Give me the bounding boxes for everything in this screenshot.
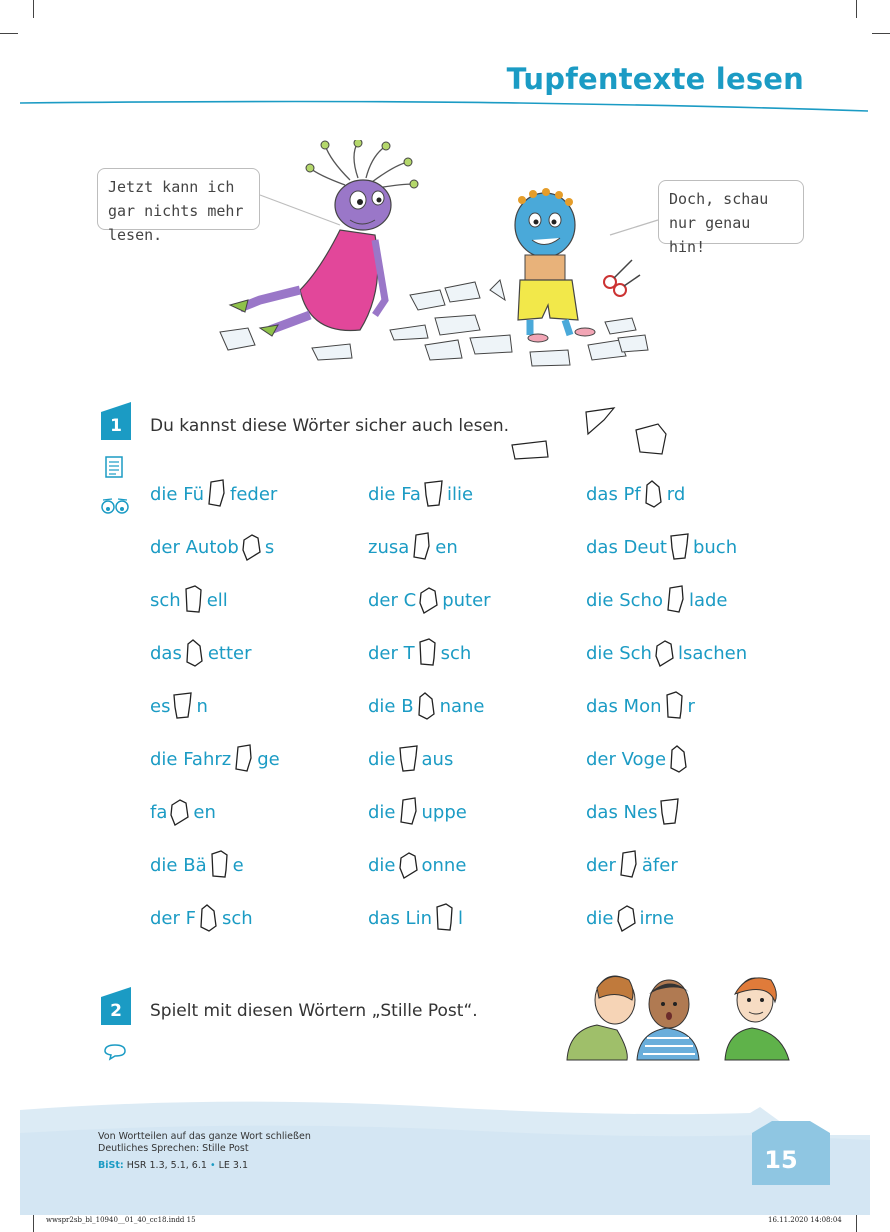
word-item <box>586 479 685 509</box>
word-item <box>586 797 683 827</box>
paper-scrap-icon <box>198 903 220 933</box>
word-part-before: der F <box>150 907 196 929</box>
paper-scrap-icon <box>241 532 263 562</box>
page-number: 15 <box>764 1146 798 1174</box>
crop-mark <box>33 1214 34 1232</box>
word-part-before: die <box>368 854 396 876</box>
paper-scrap-icon <box>668 744 690 774</box>
word-part-after: onne <box>421 854 467 876</box>
word-part-before: der Autob <box>150 536 239 558</box>
word-part-after: äfer <box>641 854 678 876</box>
word-item <box>150 532 274 562</box>
word-part-after: aus <box>421 748 454 770</box>
title-rule <box>20 100 868 114</box>
paper-scrap-icon <box>417 638 439 668</box>
word-part-before: der C <box>368 589 417 611</box>
task-1-instruction: Du kannst diese Wörter sicher auch lesen. <box>150 416 510 436</box>
word-part-before: das <box>150 642 182 664</box>
speech-bubble-right: Doch, schau nur genau hin! <box>658 180 804 244</box>
word-part-before: das Lin <box>368 907 432 929</box>
paper-scrap-icon <box>616 903 638 933</box>
paper-scrap-icon <box>669 532 691 562</box>
paper-scrap-icon <box>398 797 420 827</box>
paper-scrap-icon <box>665 585 687 615</box>
word-part-after: n <box>196 695 208 717</box>
speech-icon <box>102 1042 128 1062</box>
word-part-before: es <box>150 695 171 717</box>
task-number-1: 1 <box>101 412 131 440</box>
word-part-before: die Scho <box>586 589 663 611</box>
word-item <box>368 532 458 562</box>
print-slug-datetime: 16.11.2020 14:08:04 <box>768 1216 842 1224</box>
word-part-before: der <box>586 854 616 876</box>
paper-scrap-icon <box>172 691 194 721</box>
word-part-before: zusa <box>368 536 410 558</box>
footer-background <box>20 1095 870 1215</box>
word-part-after: sch <box>440 642 472 664</box>
bist-label: BiSt: <box>98 1160 124 1171</box>
word-item <box>150 903 253 933</box>
word-item <box>150 850 244 880</box>
footer-line-1: Von Wortteilen auf das ganze Wort schließen <box>98 1131 311 1142</box>
word-item <box>150 797 216 827</box>
word-item <box>368 691 485 721</box>
word-part-before: der T <box>368 642 415 664</box>
word-part-after: en <box>435 536 458 558</box>
word-item <box>368 850 466 880</box>
word-item <box>368 479 473 509</box>
word-part-after: buch <box>692 536 738 558</box>
word-part-after: en <box>193 801 216 823</box>
bist-le: LE 3.1 <box>218 1160 249 1171</box>
crop-mark <box>872 33 890 34</box>
paper-scrap-icon <box>618 850 640 880</box>
word-part-before: die <box>586 907 614 929</box>
word-part-before: die Fahrz <box>150 748 232 770</box>
word-item <box>368 638 471 668</box>
word-item <box>586 744 692 774</box>
speech-bubble-left: Jetzt kann ich gar nichts mehr lesen. <box>97 168 260 230</box>
word-item <box>368 585 491 615</box>
monsters-illustration <box>200 140 670 380</box>
children-whispering-illustration <box>557 970 802 1062</box>
word-item <box>368 903 463 933</box>
crop-mark <box>856 1214 857 1232</box>
word-part-before: sch <box>150 589 181 611</box>
word-part-after: s <box>264 536 275 558</box>
task-number-2: 2 <box>101 997 131 1025</box>
footer-bist <box>98 1160 248 1171</box>
word-part-before: die Fa <box>368 483 421 505</box>
paper-scrap-icon <box>184 638 206 668</box>
word-item <box>150 479 277 509</box>
word-item <box>150 638 252 668</box>
word-part-after: rd <box>666 483 686 505</box>
crop-mark <box>33 0 34 18</box>
paper-scrap-icon <box>659 797 681 827</box>
word-part-before: das Nes <box>586 801 658 823</box>
word-part-after: irne <box>639 907 675 929</box>
word-part-before: fa <box>150 801 168 823</box>
paper-scrap-icon <box>209 850 231 880</box>
word-part-after: ell <box>206 589 228 611</box>
word-item <box>586 532 737 562</box>
page-title: Tupfentexte lesen <box>506 62 804 96</box>
word-part-after: e <box>232 854 244 876</box>
word-part-after: r <box>687 695 695 717</box>
word-part-before: der Voge <box>586 748 667 770</box>
paper-scrap-icon <box>206 479 228 509</box>
word-part-after: ilie <box>446 483 474 505</box>
word-item <box>368 797 467 827</box>
word-part-after: sch <box>221 907 253 929</box>
paper-scrap-icon <box>416 691 438 721</box>
word-part-before: das Pf <box>586 483 641 505</box>
paper-scrap-icon <box>643 479 665 509</box>
word-part-before: die Sch <box>586 642 652 664</box>
paper-scrap-icon <box>434 903 456 933</box>
word-item <box>368 744 453 774</box>
word-part-after: ge <box>257 748 280 770</box>
word-part-after: puter <box>442 589 491 611</box>
paper-scrap <box>630 420 674 460</box>
word-item <box>150 691 208 721</box>
word-part-before: die Bä <box>150 854 207 876</box>
word-part-before: das Mon <box>586 695 662 717</box>
word-part-before: die <box>368 801 396 823</box>
word-part-after: feder <box>230 483 278 505</box>
word-part-before: die <box>368 748 396 770</box>
word-item <box>586 691 695 721</box>
worksheet-icon <box>104 455 124 479</box>
paper-scrap-icon <box>183 585 205 615</box>
paper-scrap <box>580 404 622 438</box>
word-part-after: lsachen <box>677 642 748 664</box>
word-item <box>150 585 228 615</box>
paper-scrap-icon <box>398 744 420 774</box>
word-part-after: nane <box>439 695 485 717</box>
word-item <box>586 850 678 880</box>
print-slug-file: wwspr2sb_bl_10940__01_40_cc18.indd 15 <box>46 1216 196 1224</box>
bist-separator: • <box>209 1160 216 1171</box>
paper-scrap-icon <box>664 691 686 721</box>
word-part-before: das Deut <box>586 536 667 558</box>
word-item <box>586 903 674 933</box>
paper-scrap-icon <box>418 585 440 615</box>
paper-scrap-icon <box>398 850 420 880</box>
word-part-after: lade <box>688 589 728 611</box>
crop-mark <box>856 0 857 18</box>
paper-scrap-icon <box>233 744 255 774</box>
word-part-before: die B <box>368 695 414 717</box>
eyes-icon <box>100 497 130 515</box>
paper-scrap-icon <box>423 479 445 509</box>
bist-refs: HSR 1.3, 5.1, 6.1 <box>126 1160 207 1171</box>
word-part-after: uppe <box>421 801 467 823</box>
word-part-after: etter <box>207 642 252 664</box>
word-part-before: die Fü <box>150 483 204 505</box>
crop-mark <box>0 33 18 34</box>
paper-scrap-icon <box>411 532 433 562</box>
word-part-after: l <box>458 907 464 929</box>
footer-line-2: Deutliches Sprechen: Stille Post <box>98 1143 249 1154</box>
word-item <box>586 638 747 668</box>
paper-scrap-icon <box>169 797 191 827</box>
task-2-instruction: Spielt mit diesen Wörtern „Stille Post“. <box>150 1001 478 1021</box>
paper-scrap-icon <box>654 638 676 668</box>
word-item <box>150 744 280 774</box>
word-item <box>586 585 728 615</box>
paper-scrap <box>508 437 552 463</box>
